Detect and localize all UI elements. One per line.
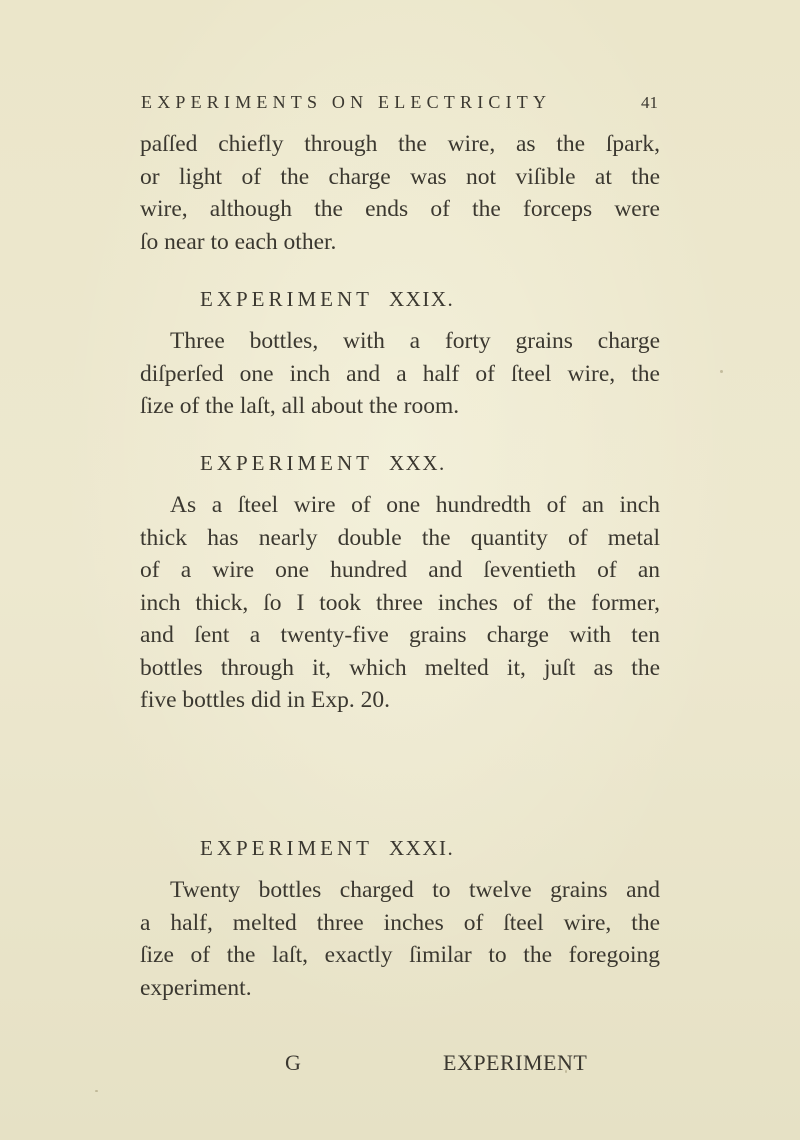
text-line: ſo near to each other. [140,228,337,255]
paragraph-experiment-31 [140,874,660,1004]
foxing-spot [720,370,723,373]
heading-number: XXXI. [389,836,455,860]
text-line: As a ſteel wire of one hundredth of an inch [170,492,660,518]
text-line: thick has nearly double the quantity of metal [140,524,660,551]
text-line: wire, although the ends of the forceps were [140,196,660,222]
text-line: five bottles did in Exp. 20. [140,687,390,713]
running-title: EXPERIMENTS ON ELECTRICITY [141,92,552,112]
text-line: or light of the charge was not viſible at the [140,163,660,190]
text-line: paſſed chiefly through the wire, as the ſpark, [140,131,660,157]
text-line: Three bottles, with a forty grains charge [170,328,660,354]
heading-word: EXPERIMENT [200,287,373,311]
text-line: diſperſed one inch and a half of ſteel wire, the [140,360,660,387]
foxing-spot [95,1090,98,1092]
text-line: inch thick, ſo I took three inches of the former, [140,589,660,616]
foxing-spot [565,1070,567,1073]
text-line: bottles through it, which melted it, juſt as the [140,654,660,681]
paragraph-experiment-29 [140,325,660,423]
text-line: a half, melted three inches of ſteel wire, the [140,909,660,936]
heading-experiment-29 [200,287,454,312]
heading-number: XXIX. [389,287,455,311]
paragraph-experiment-30 [140,489,660,717]
signature-mark: G [285,1050,302,1075]
paragraph-continuation [140,128,660,258]
heading-experiment-31 [200,836,454,861]
text-line: ſize of the laſt, exactly ſimilar to the foregoing [140,942,660,968]
page-number: 41 [641,93,658,112]
text-line: experiment. [140,974,252,1001]
text-line: Twenty bottles charged to twelve grains and [170,877,660,903]
catchword: EXPERIMENT [443,1050,588,1075]
page-header [141,92,661,118]
text-line: and ſent a twenty-five grains charge with ten [140,622,660,648]
text-line: ſize of the laſt, all about the room. [140,393,460,419]
heading-word: EXPERIMENT [200,451,373,475]
heading-experiment-30 [200,451,446,476]
text-line: of a wire one hundred and ſeventieth of an [140,557,660,583]
heading-number: XXX. [389,451,446,475]
heading-word: EXPERIMENT [200,836,373,860]
